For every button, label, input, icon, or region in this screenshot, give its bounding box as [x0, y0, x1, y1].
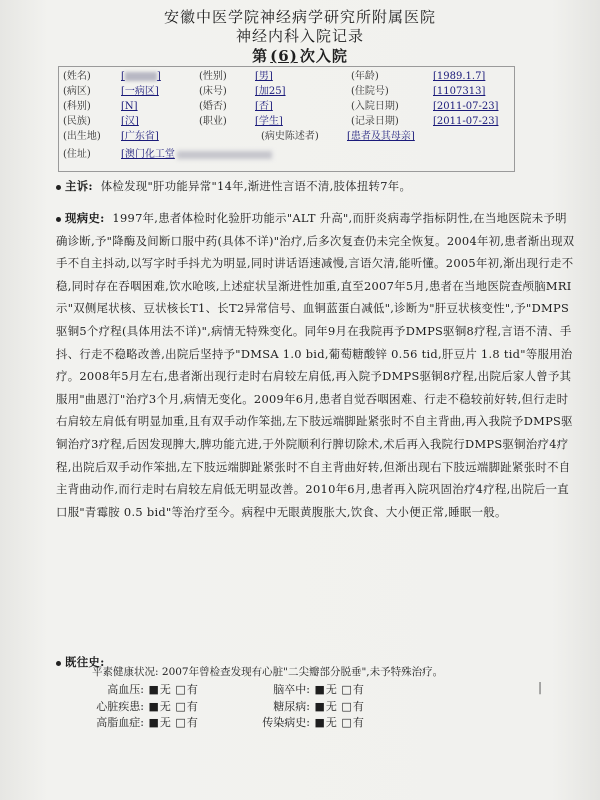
inpatient-no-label: (住院号)	[351, 86, 389, 97]
admission-suffix: 次入院	[299, 47, 348, 65]
record-date-label: (记录日期)	[351, 116, 399, 127]
diabetes-label: 糖尿病:	[273, 700, 310, 713]
health-status	[92, 664, 443, 679]
record-title: 神经内科入院记录	[235, 27, 364, 45]
admission-prefix: 第	[252, 47, 269, 65]
hyperlipidemia-label: 高脂血症:	[96, 716, 144, 729]
heart-disease-label: 心脏疾患:	[96, 700, 144, 713]
history-row-diabetes	[254, 698, 364, 714]
checkbox-unchecked-icon: □	[341, 700, 352, 713]
option-yes: 有	[186, 700, 198, 713]
checkbox-unchecked-icon: □	[175, 700, 186, 713]
informant-value: [患者及其母亲]	[347, 131, 415, 142]
name-value-redacted: [ ]	[121, 71, 161, 82]
stroke-label: 脑卒中:	[273, 683, 310, 696]
present-illness	[56, 207, 576, 523]
dept-label: (科别)	[63, 101, 91, 112]
ethnicity-value: [汉]	[121, 116, 139, 127]
option-yes: 有	[186, 683, 198, 696]
gender-label: (性别)	[199, 71, 227, 82]
birthplace-label: (出生地)	[63, 131, 101, 142]
chief-complaint-text: 体检发现"肝功能异常"14年,渐进性言语不清,肢体扭转7年。	[100, 179, 412, 193]
past-history-label: 既往史:	[65, 655, 105, 669]
option-no: 无	[159, 683, 171, 696]
option-yes: 有	[352, 700, 364, 713]
hypertension-label: 高血压:	[107, 683, 144, 696]
marital-value: [否]	[255, 101, 273, 112]
hpi-label: 现病史:	[65, 211, 105, 225]
checkbox-unchecked-icon: □	[175, 716, 186, 729]
ward-label: (病区)	[63, 86, 91, 97]
ethnicity-label: (民族)	[63, 116, 91, 127]
chief-complaint-label: 主诉:	[65, 179, 93, 193]
health-label: 平素健康状况:	[92, 666, 159, 678]
checkbox-checked-icon: ■	[148, 700, 159, 713]
informant-label: (病史陈述者)	[261, 131, 319, 142]
option-no: 无	[325, 716, 337, 729]
option-yes: 有	[186, 716, 198, 729]
ward-value: [一病区]	[121, 86, 159, 97]
occupation-label: (职业)	[199, 116, 227, 127]
bed-value: [加25]	[255, 86, 286, 97]
history-row-stroke	[254, 681, 364, 697]
option-no: 无	[325, 700, 337, 713]
address-value: [澳门化工堂	[121, 149, 272, 161]
checkbox-unchecked-icon: □	[341, 683, 352, 696]
admit-date-label: (入院日期)	[351, 101, 399, 112]
hpi-text: 1997年,患者体检时化验肝功能示"ALT 升高",而肝炎病毒学指标阴性,在当地医院未予明确诊断,予"降酶及间断口服中药(具体不详)"治疗,后多次复查仍未完全恢复。2004年初,患者渐出现双手不自主抖动,以写字时手抖尤为明显,同时讲话语速减慢,言语欠清,能听懂。2005年初,渐出现行走不稳,同时存在吞咽困难,饮水呛咳,上述症状呈渐进性加重,直至2007年5月,患者在当地医院查颅脑MRI示"双侧尾状核、豆状核长T1、长T2异常信号、血铜蓝蛋白减低",诊断为"肝豆状核变性",予"DMPS驱铜5个疗程(具体用法不详)",病情无特殊变化。同年9月在我院再予DMPS驱铜8疗程,言语不清、手抖、行走不稳略改善,出院后坚持予"DMSA 1.0 bid,葡萄糖酸锌 0.56 tid,肝豆片 1.8 tid"等服用治疗。2008年5月左右,患者渐出现行走时右肩较左肩低,再入院予DMPS驱铜8疗程,出院后家人曾予其服用"曲恩汀"治疗3个月,病情无变化。2009年6月,患者自觉吞咽困难、行走不稳较前好转,但行走时右肩较左肩低有明显加重,且有双手动作笨拙,左下肢远端脚趾紧张时不自主背曲,再入我院予DMPS驱铜治疗3疗程,后因发现脾大,脾功能亢进,于外院顺利行脾切除术,术后再入我院行DMPS驱铜治疗4疗程,出院后双手动作笨拙,左下肢远端脚趾紧张时不自主背曲好转,但渐出现右下肢远端脚趾紧张时不自主背曲动作,而行走时右肩较左肩低无明显改善。2010年6月,患者再入院巩固治疗4疗程,出院后一直口服"青霉胺 0.5 bid"等治疗至今。病程中无眼黄腹胀大,饮食、大小便正常,睡眠一般。	[56, 211, 575, 519]
admission-number: (6)	[270, 47, 298, 65]
checkbox-checked-icon: ■	[314, 700, 325, 713]
name-label: (姓名)	[63, 71, 91, 82]
bed-label: (床号)	[199, 86, 227, 97]
bullet-icon	[56, 217, 61, 222]
chief-complaint	[56, 175, 576, 198]
checkbox-checked-icon: ■	[148, 683, 159, 696]
gender-value: [男]	[255, 71, 273, 82]
admit-date-value: [2011-07-23]	[433, 101, 499, 112]
marital-label: (婚否)	[199, 101, 227, 112]
occupation-value: [学生]	[255, 116, 283, 127]
inpatient-no-value: [1107313]	[433, 86, 486, 97]
option-no: 无	[159, 716, 171, 729]
checkbox-checked-icon: ■	[314, 683, 325, 696]
history-row-heart	[88, 698, 198, 714]
admission-count	[0, 45, 600, 66]
patient-info-box	[58, 66, 515, 172]
dept-value: [N]	[121, 101, 138, 112]
birthplace-value: [广东省]	[121, 131, 159, 142]
bullet-icon	[56, 661, 61, 666]
age-label: (年龄)	[351, 71, 379, 82]
checkbox-checked-icon: ■	[314, 716, 325, 729]
checkbox-unchecked-icon: □	[175, 683, 186, 696]
address-label: (住址)	[63, 149, 91, 160]
option-yes: 有	[352, 683, 364, 696]
checkbox-checked-icon: ■	[148, 716, 159, 729]
history-row-hypertension	[88, 681, 198, 697]
option-no: 无	[159, 700, 171, 713]
age-value: [1989.1.7]	[433, 71, 486, 82]
bullet-icon	[56, 185, 61, 190]
checkbox-unchecked-icon: □	[341, 716, 352, 729]
health-text: 2007年曾检查发现有心脏"二尖瓣部分脱垂",未予特殊治疗。	[161, 666, 444, 678]
infectious-disease-label: 传染病史:	[262, 716, 310, 729]
record-date-value: [2011-07-23]	[433, 116, 499, 127]
hospital-name: 安徽中医学院神经病学研究所附属医院	[163, 8, 436, 26]
history-row-infectious	[254, 714, 364, 730]
option-no: 无	[325, 683, 337, 696]
history-row-hyperlipidemia	[88, 714, 198, 730]
pen-mark: |	[538, 680, 543, 694]
option-yes: 有	[352, 716, 364, 729]
